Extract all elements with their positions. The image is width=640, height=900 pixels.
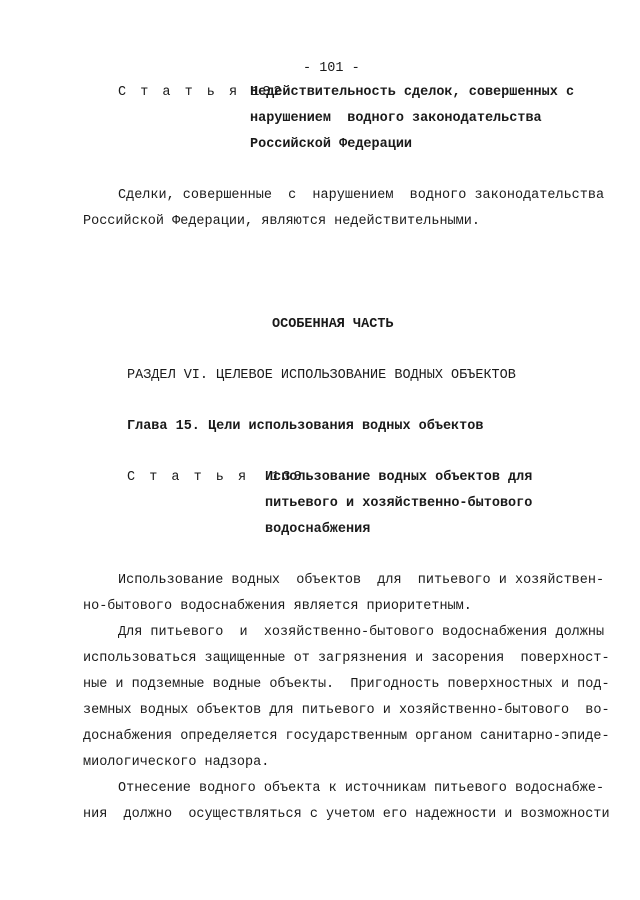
article-132-title-line-2: нарушением водного законодательства xyxy=(250,111,542,126)
paragraph-2-line-5: доснабжения определяется государственным органом санитарно-эпиде- xyxy=(83,729,610,744)
paragraph-2-line-2: использоваться защищенные от загрязнения и засорения поверхност- xyxy=(83,651,610,666)
article-132-title-line-3: Российской Федерации xyxy=(250,137,413,152)
article-132-body-line-2: Российской Федерации, являются недействительными. xyxy=(83,214,480,229)
paragraph-2-line-6: миологического надзора. xyxy=(83,755,270,770)
paragraph-2-line-4: земных водных объектов для питьевого и хозяйственно-бытового во- xyxy=(83,703,610,718)
article-133-label: С т а т ь я 133. xyxy=(127,470,316,485)
section-heading: РАЗДЕЛ VI. ЦЕЛЕВОЕ ИСПОЛЬЗОВАНИЕ ВОДНЫХ ОБЪЕКТОВ xyxy=(127,368,516,383)
chapter-heading: Глава 15. Цели использования водных объектов xyxy=(127,419,484,434)
paragraph-3-line-2: ния должно осуществляться с учетом его надежности и возможности xyxy=(83,807,610,822)
article-132-title-line-1: Недействительность сделок, совершенных с xyxy=(250,85,575,100)
article-133-title-line-1: Использование водных объектов для xyxy=(265,470,533,485)
article-133-title-line-2: питьевого и хозяйственно-бытового xyxy=(265,496,533,511)
paragraph-2-line-3: ные и подземные водные объекты. Пригодность поверхностных и под- xyxy=(83,677,610,692)
article-132-body-line-1: Сделки, совершенные с нарушением водного законодательства xyxy=(118,188,605,203)
page-number: - 101 - xyxy=(303,61,360,76)
special-part-heading: ОСОБЕННАЯ ЧАСТЬ xyxy=(272,317,394,332)
paragraph-3-line-1: Отнесение водного объекта к источникам питьевого водоснабже- xyxy=(118,781,605,796)
article-133-title-line-3: водоснабжения xyxy=(265,522,371,537)
paragraph-2-line-1: Для питьевого и хозяйственно-бытового водоснабжения должны xyxy=(118,625,605,640)
paragraph-1-line-2: но-бытового водоснабжения является приоритетным. xyxy=(83,599,472,614)
article-132-label: С т а т ь я 132. xyxy=(118,85,296,100)
paragraph-1-line-1: Использование водных объектов для питьевого и хозяйствен- xyxy=(118,573,605,588)
